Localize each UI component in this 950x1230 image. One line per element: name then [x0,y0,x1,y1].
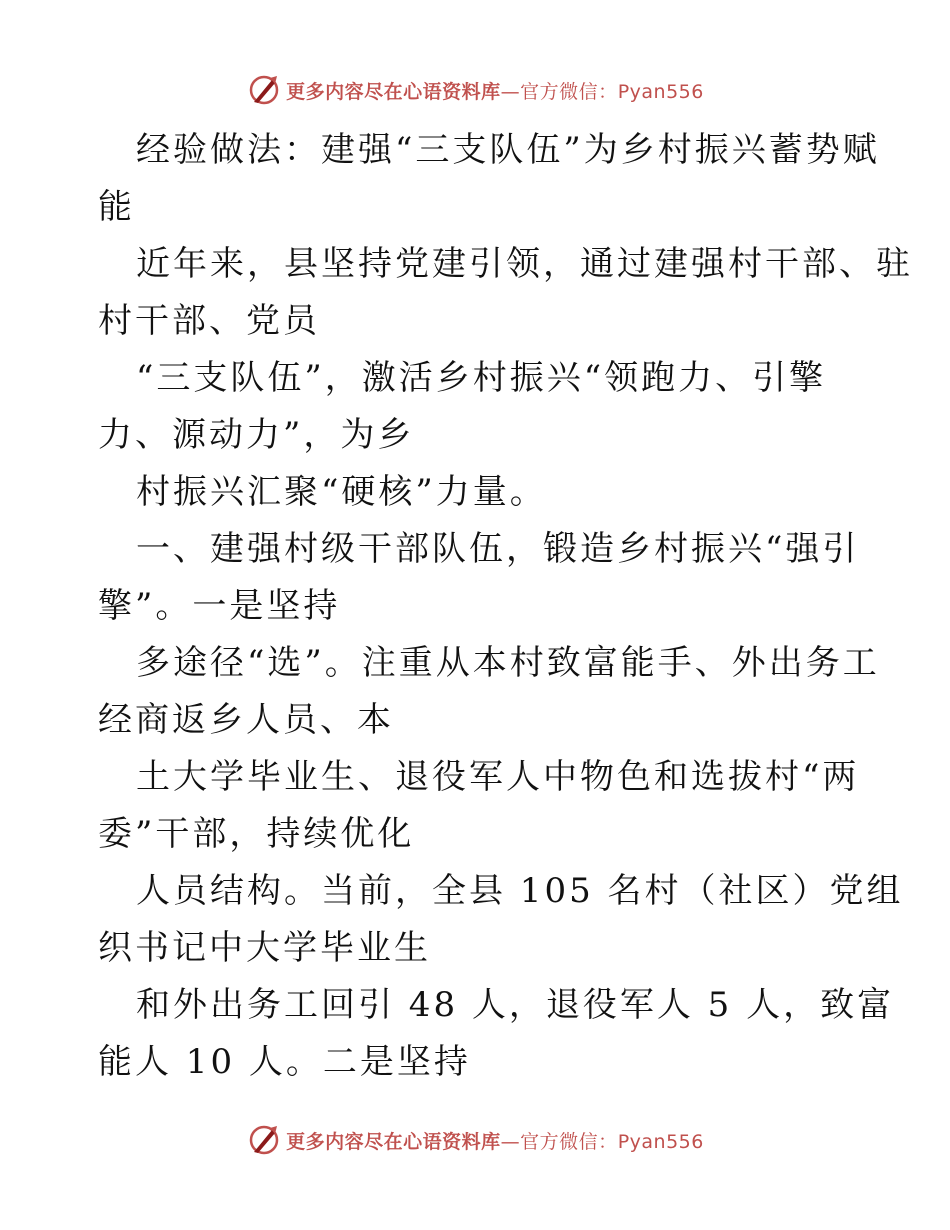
watermark-wechat-id: Pyan556 [617,80,704,103]
watermark-main-text: 更多内容尽在心语资料库 [286,1130,501,1153]
text-line: 多途径“选”。注重从本村致富能手、外出务工 [136,643,880,683]
quill-circle-logo-icon [246,1122,282,1158]
text-line: 能 [98,187,135,227]
watermark-wechat-id: Pyan556 [617,1130,704,1153]
watermark-text [286,1127,704,1154]
text-line: 委”干部，持续优化 [98,814,415,854]
text-line: 经商返乡人员、本 [98,700,394,740]
text-line: 能人 10 人。二是坚持 [98,1042,471,1082]
text-line: 人员结构。当前，全县 105 名村（社区）党组 [136,871,904,911]
text-line: 织书记中大学毕业生 [98,928,431,968]
watermark-footer [0,1120,950,1160]
text-line: “三支队伍”，激活乡村振兴“领跑力、引擎 [136,358,827,398]
text-line: 一、建强村级干部队伍，锻造乡村振兴“强引 [136,529,860,569]
text-line: 擎”。一是坚持 [98,586,341,626]
watermark-separator: —官方微信： [500,80,618,103]
watermark-text [286,77,704,104]
watermark-separator: —官方微信： [500,1130,618,1153]
text-line: 村振兴汇聚“硬核”力量。 [136,472,547,512]
quill-circle-logo-icon [246,72,282,108]
text-line: 力、源动力”，为乡 [98,415,415,455]
text-line: 和外出务工回引 48 人，退役军人 5 人，致富 [136,985,895,1025]
text-line: 村干部、党员 [98,301,320,341]
text-line: 近年来，县坚持党建引领，通过建强村干部、驻 [136,244,913,284]
watermark-header [0,70,950,110]
watermark-main-text: 更多内容尽在心语资料库 [286,80,501,103]
text-line: 经验做法：建强“三支队伍”为乡村振兴蓄势赋 [136,130,880,170]
document-body [98,122,913,1091]
text-line: 土大学毕业生、退役军人中物色和选拔村“两 [136,757,860,797]
